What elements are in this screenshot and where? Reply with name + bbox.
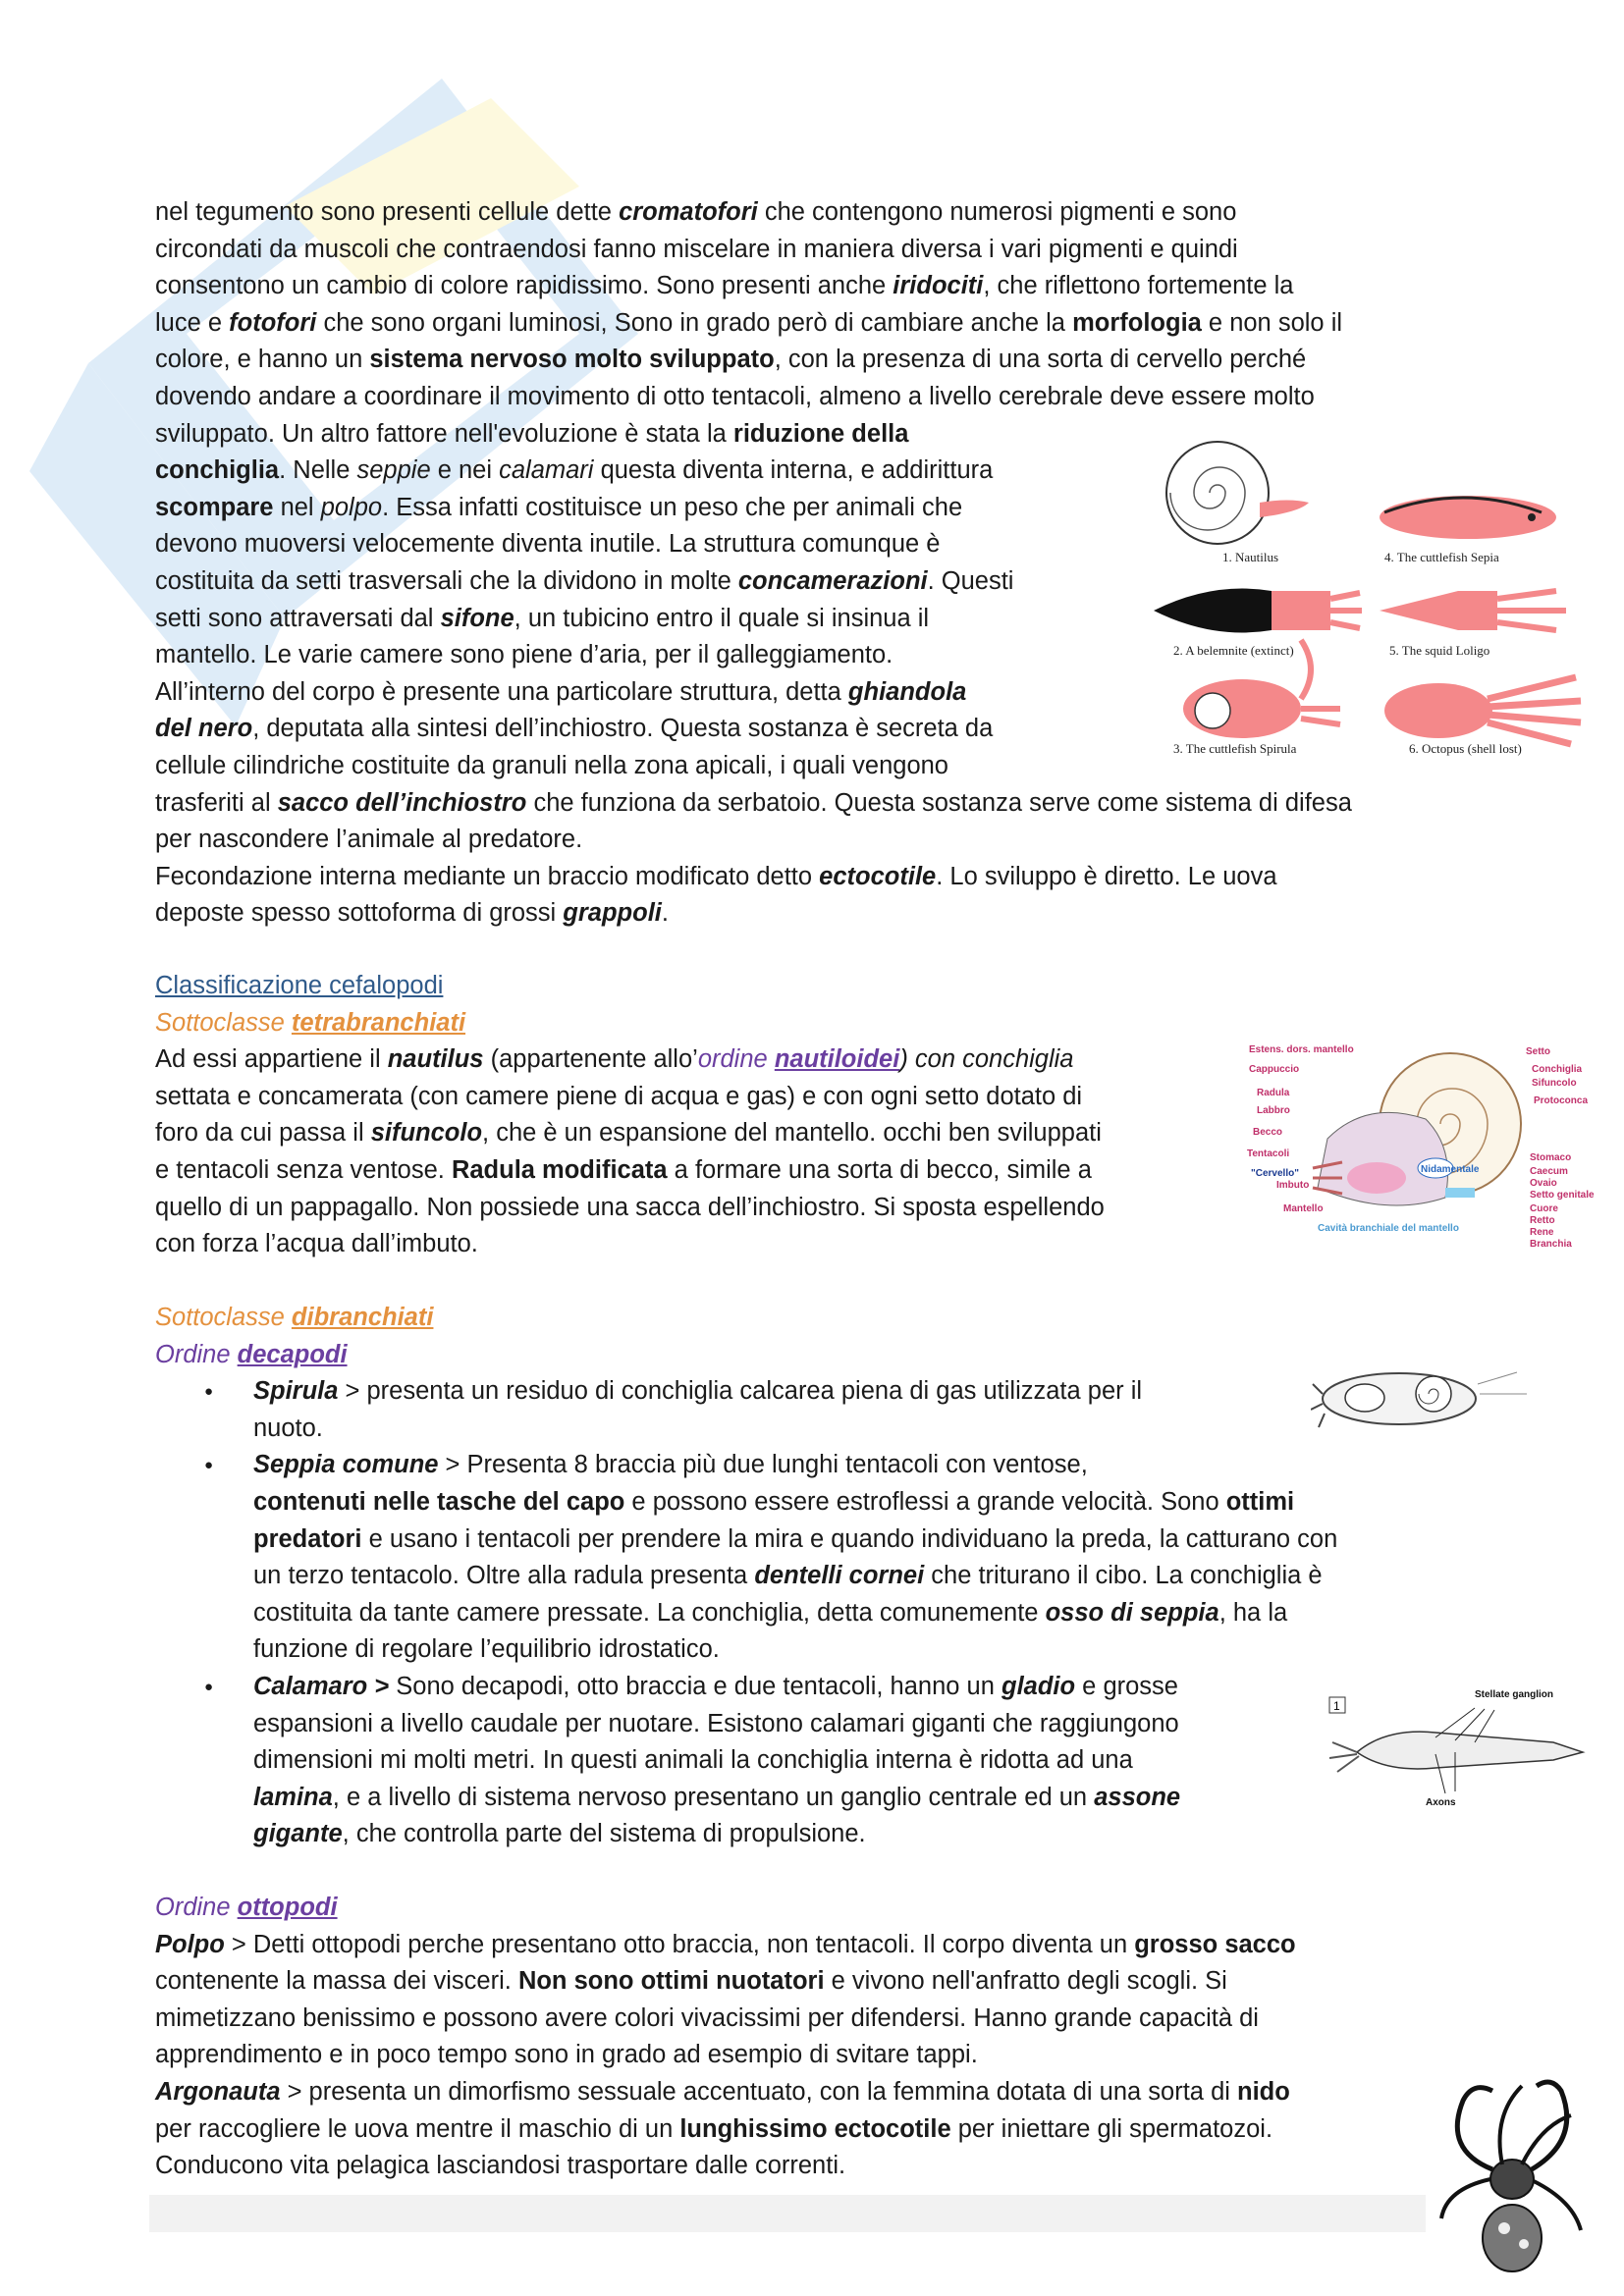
svg-text:Rene: Rene — [1530, 1227, 1554, 1238]
svg-text:Nidamentale: Nidamentale — [1421, 1164, 1480, 1175]
svg-text:Protoconca: Protoconca — [1534, 1095, 1589, 1106]
svg-text:Setto genitale: Setto genitale — [1530, 1190, 1595, 1201]
svg-text:Labbro: Labbro — [1257, 1105, 1290, 1116]
list-item-seppia: ● Seppia comune > Presenta 8 braccia più due lunghi tentacoli con ventose, contenuti nelle tasche del capo e possono essere estroflessi a grande velocità. Sono ottimi predatori e usano i tentacoli per prendere la mira e quando individuano la preda, la catturano con un terzo tentacolo. Oltre alla radula presenta dentelli cornei che triturano il cibo. La conchiglia è costituita da tante camere pressate. La conchiglia, detta comunemente osso di seppia, ha la funzione di regolare l’equilibrio idrostatico. — [155, 1447, 1337, 1669]
squid-nervous-system-figure — [1327, 1683, 1593, 1811]
dibranchiati-section — [155, 1300, 1337, 1853]
caption-spirula: 3. The cuttlefish Spirula — [1173, 741, 1297, 756]
svg-text:Ovaio: Ovaio — [1530, 1178, 1557, 1189]
loligo-drawing — [1380, 591, 1566, 630]
classification-title: Classificazione cefalopodi — [155, 972, 444, 999]
svg-text:Cavità branchiale del mantello: Cavità branchiale del mantello — [1318, 1223, 1459, 1234]
ottopodi-section: Ordine ottopodi Polpo > Detti ottopodi perche presentano otto braccia, non tentacoli. Il corpo diventa un grosso sacco contenente la massa dei visceri. Non sono ottimi nuotatori e vivono nell'anfratto degli scogli. Si mimetizzano benissimo e possono avere colori vivacissimi per difendersi. Hanno grande capacità di apprendimento e in poco tempo sono in grado ad esempio di svitare tappi. Argonauta > presenta un dimorfismo sessuale accentuato, con la femmina dotata di una sorta di nido per raccogliere le uova mentre il maschio di un lunghissimo ectocotile per iniettare gli spermatozoi. Conducono vita pelagica lasciandosi trasportare dalle correnti. — [155, 1890, 1296, 2185]
svg-text:Radula: Radula — [1257, 1088, 1290, 1098]
svg-text:Estens. dors. mantello: Estens. dors. mantello — [1249, 1044, 1354, 1055]
subclass-dibranchiati-heading: Sottoclasse dibranchiati — [155, 1304, 434, 1331]
order-ottopodi-heading: Ordine ottopodi — [155, 1894, 338, 1921]
list-item-spirula: ● Spirula > presenta un residuo di conchiglia calcarea piena di gas utilizzata per il nuoto. — [155, 1373, 1337, 1447]
spirula-sketch-figure — [1311, 1355, 1537, 1443]
nautilus-right-labels — [1526, 1046, 1595, 1250]
svg-text:Conchiglia: Conchiglia — [1532, 1064, 1583, 1075]
svg-text:"Cervello": "Cervello" — [1251, 1168, 1299, 1179]
footer-band — [149, 2195, 1426, 2232]
octopus-sketch-figure — [1434, 2071, 1591, 2287]
svg-text:Cappuccio: Cappuccio — [1249, 1064, 1300, 1075]
svg-text:Imbuto: Imbuto — [1276, 1180, 1310, 1191]
decapodi-list — [155, 1373, 1337, 1853]
belemnite-drawing — [1154, 589, 1362, 633]
svg-text:Becco: Becco — [1253, 1127, 1283, 1138]
sepia-drawing — [1380, 496, 1556, 539]
svg-text:Cuore: Cuore — [1530, 1203, 1558, 1214]
octopus-drawing — [1384, 677, 1581, 744]
nautilus-anatomy-figure — [1239, 1041, 1602, 1256]
shell-evolution-figure — [1144, 434, 1596, 768]
svg-text:Mantello: Mantello — [1283, 1203, 1324, 1214]
caption-belemnite: 2. A belemnite (extinct) — [1173, 643, 1294, 658]
nautilus-drawing — [1166, 442, 1309, 544]
svg-text:1: 1 — [1333, 1699, 1340, 1713]
caption-loligo: 5. The squid Loligo — [1389, 643, 1490, 658]
subclass-tetrabranchiati-heading: Sottoclasse tetrabranchiati — [155, 1008, 466, 1037]
svg-text:Setto: Setto — [1526, 1046, 1550, 1057]
svg-text:Tentacoli: Tentacoli — [1247, 1148, 1290, 1159]
order-decapodi-heading: Ordine decapodi — [155, 1340, 348, 1368]
svg-text:Sifuncolo: Sifuncolo — [1532, 1078, 1577, 1089]
list-item-calamaro: ● Calamaro > Sono decapodi, otto braccia e due tentacoli, hanno un gladio e grosse espansioni a livello caudale per nuotare. Esistono calamari giganti che raggiungono dimensioni mi molti metri. In questi animali la conchiglia interna è ridotta ad una lamina, e a livello di sistema nervoso presentano un ganglio centrale ed un assone gigante, che controlla parte del sistema di propulsione. — [155, 1669, 1337, 1853]
caption-octopus: 6. Octopus (shell lost) — [1409, 741, 1522, 756]
svg-text:Caecum: Caecum — [1530, 1166, 1568, 1177]
svg-text:Axons: Axons — [1426, 1797, 1456, 1808]
svg-text:Stomaco: Stomaco — [1530, 1152, 1572, 1163]
classification-section: Classificazione cefalopodi Sottoclasse tetrabranchiati Ad essi appartiene il nautilus (appartenente allo’ordine nautiloidei) con conchiglia settata e concamerata (con camere piene di acqua e gas) e con ogni setto dotato di foro da cui passa il sifuncolo, che è un espansione del mantello. occhi ben sviluppati e tentacoli senza ventose. Radula modificata a formare una sorta di becco, simile a quello di un pappagallo. Non possiede una sacca dell’inchiostro. Si sposta espellendo con forza l’acqua dall’imbuto. — [155, 968, 1105, 1263]
svg-text:Stellate ganglion: Stellate ganglion — [1475, 1689, 1554, 1700]
svg-text:Retto: Retto — [1530, 1215, 1555, 1226]
caption-sepia: 4. The cuttlefish Sepia — [1384, 550, 1499, 564]
svg-text:Branchia: Branchia — [1530, 1239, 1572, 1250]
intro-paragraph: nel tegumento sono presenti cellule dette cromatofori che contengono numerosi pigmenti e sono circondati da muscoli che contraendosi fanno miscelare in maniera diversa i vari pigmenti e quindi consentono un cambio di colore rapidissimo. Sono presenti anche iridociti, che riflettono fortemente la luce e fotofori che sono organi luminosi, Sono in grado però di cambiare anche la morfologia e non solo il colore, e hanno un sistema nervoso molto sviluppato, con la presenza di una sorta di cervello perché dovendo andare a coordinare il movimento di otto tentacoli, almeno a livello cerebrale deve essere molto sviluppato. Un altro fattore nell'evoluzione è stata la riduzione della conchiglia. Nelle seppie e nei calamari questa diventa interna, e addirittura scompare nel polpo. Essa infatti costituisce un peso che per animali che devono muoversi velocemente diventa inutile. La struttura comunque è costituita da setti trasversali che la dividono in molte concamerazioni. Questi setti sono attraversati dal sifone, un tubicino entro il quale si insinua il mantello. Le varie camere sono piene d’aria, per il galleggiamento. All’interno del corpo è presente una particolare struttura, detta ghiandola del nero, deputata alla sintesi dell’inchiostro. Questa sostanza è secreta da cellule cilindriche costituite da granuli nella zona apicali, i quali vengono trasferiti al sacco dell’inchiostro che funziona da serbatoio. Questa sostanza serve come sistema di difesa per nascondere l’animale al predatore. Fecondazione interna mediante un braccio modificato detto ectocotile. Lo sviluppo è diretto. Le uova deposte spesso sottoforma di grossi grappoli. — [155, 198, 1352, 928]
caption-nautilus: 1. Nautilus — [1222, 550, 1279, 564]
